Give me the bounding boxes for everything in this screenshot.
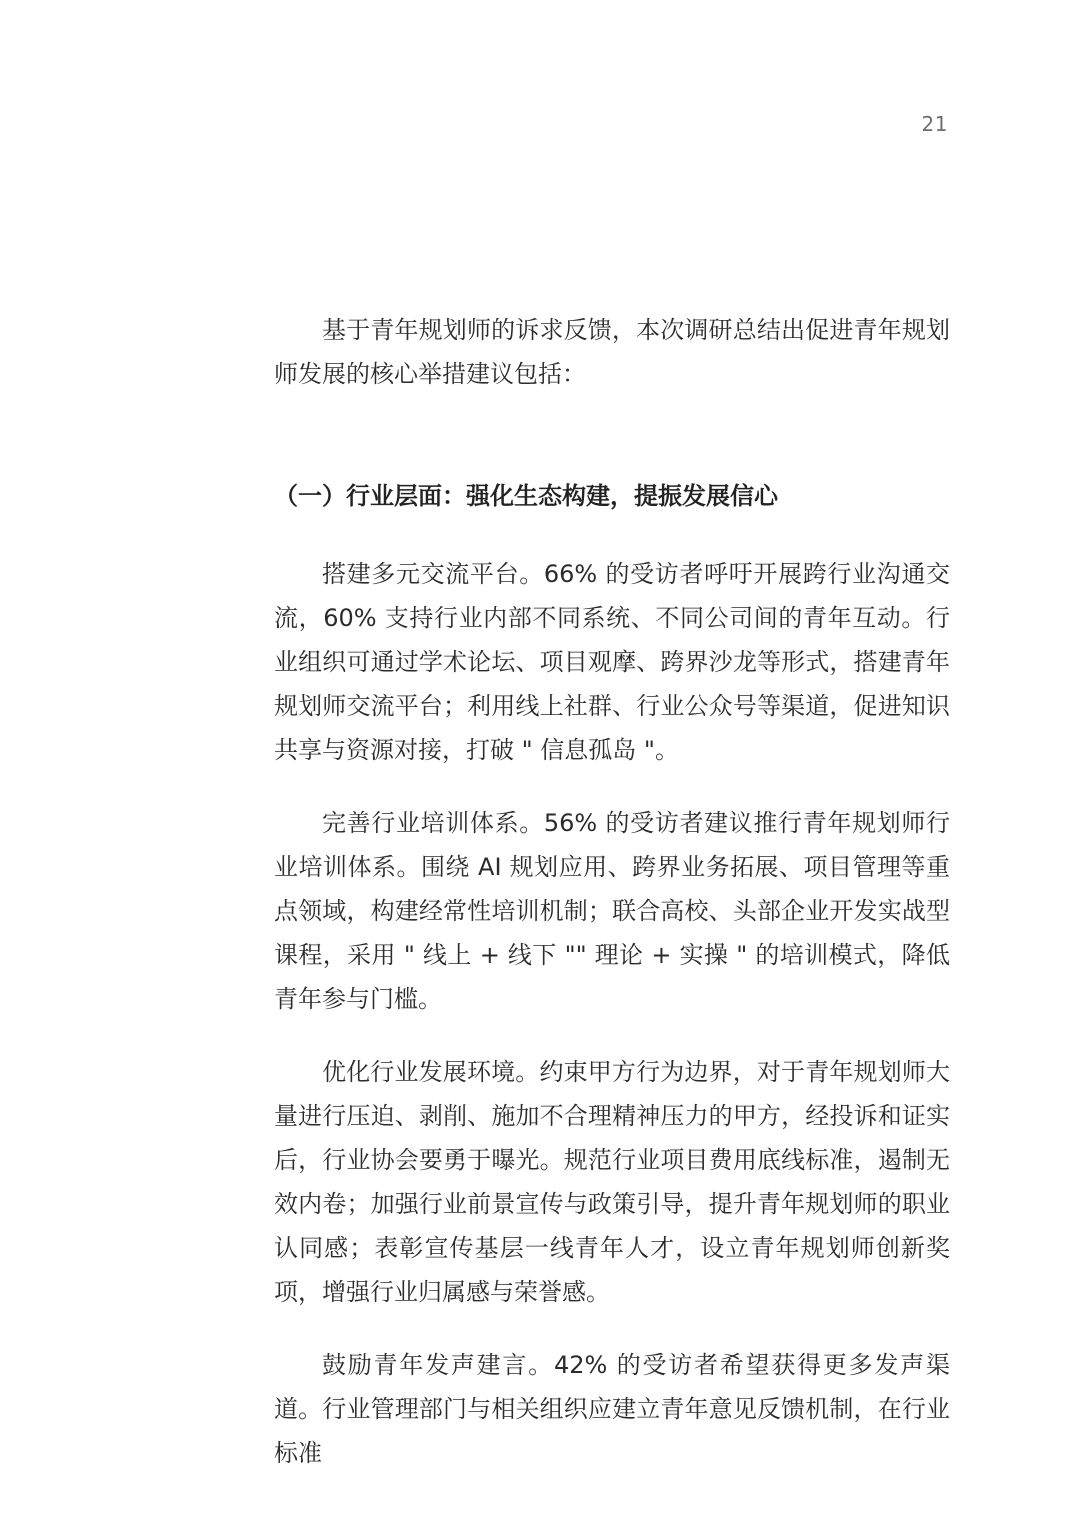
document-body (274, 308, 950, 1504)
paragraph-exchange-platform: 搭建多元交流平台。66% 的受访者呼吁开展跨行业沟通交流，60% 支持行业内部不同系统、不同公司间的青年互动。行业组织可通过学术论坛、项目观摩、跨界沙龙等形式，搭建青年规划师交流平台；利用线上社群、行业公众号等渠道，促进知识共享与资源对接，打破 " 信息孤岛 "。 (274, 560, 950, 764)
paragraph-youth-voice: 鼓励青年发声建言。42% 的受访者希望获得更多发声渠道。行业管理部门与相关组织应建立青年意见反馈机制，在行业标准 (274, 1351, 950, 1467)
paragraph-training-system: 完善行业培训体系。56% 的受访者建议推行青年规划师行业培训体系。围绕 AI 规划应用、跨界业务拓展、项目管理等重点领域，构建经常性培训机制；联合高校、头部企业开发实战型课程，采用 " 线上 + 线下 "" 理论 + 实操 " 的培训模式，降低青年参与门槛。 (274, 809, 950, 1013)
section-heading: （一）行业层面：强化生态构建，提振发展信心 (274, 482, 778, 510)
intro-paragraph: 基于青年规划师的诉求反馈，本次调研总结出促进青年规划师发展的核心举措建议包括： (274, 316, 950, 388)
paragraph-industry-environment: 优化行业发展环境。约束甲方行为边界，对于青年规划师大量进行压迫、剥削、施加不合理精神压力的甲方，经投诉和证实后，行业协会要勇于曝光。规范行业项目费用底线标准，遏制无效内卷；加强行业前景宣传与政策引导，提升青年规划师的职业认同感；表彰宣传基层一线青年人才，设立青年规划师创新奖项，增强行业归属感与荣誉感。 (274, 1058, 950, 1306)
page-number: 21 (921, 112, 948, 136)
